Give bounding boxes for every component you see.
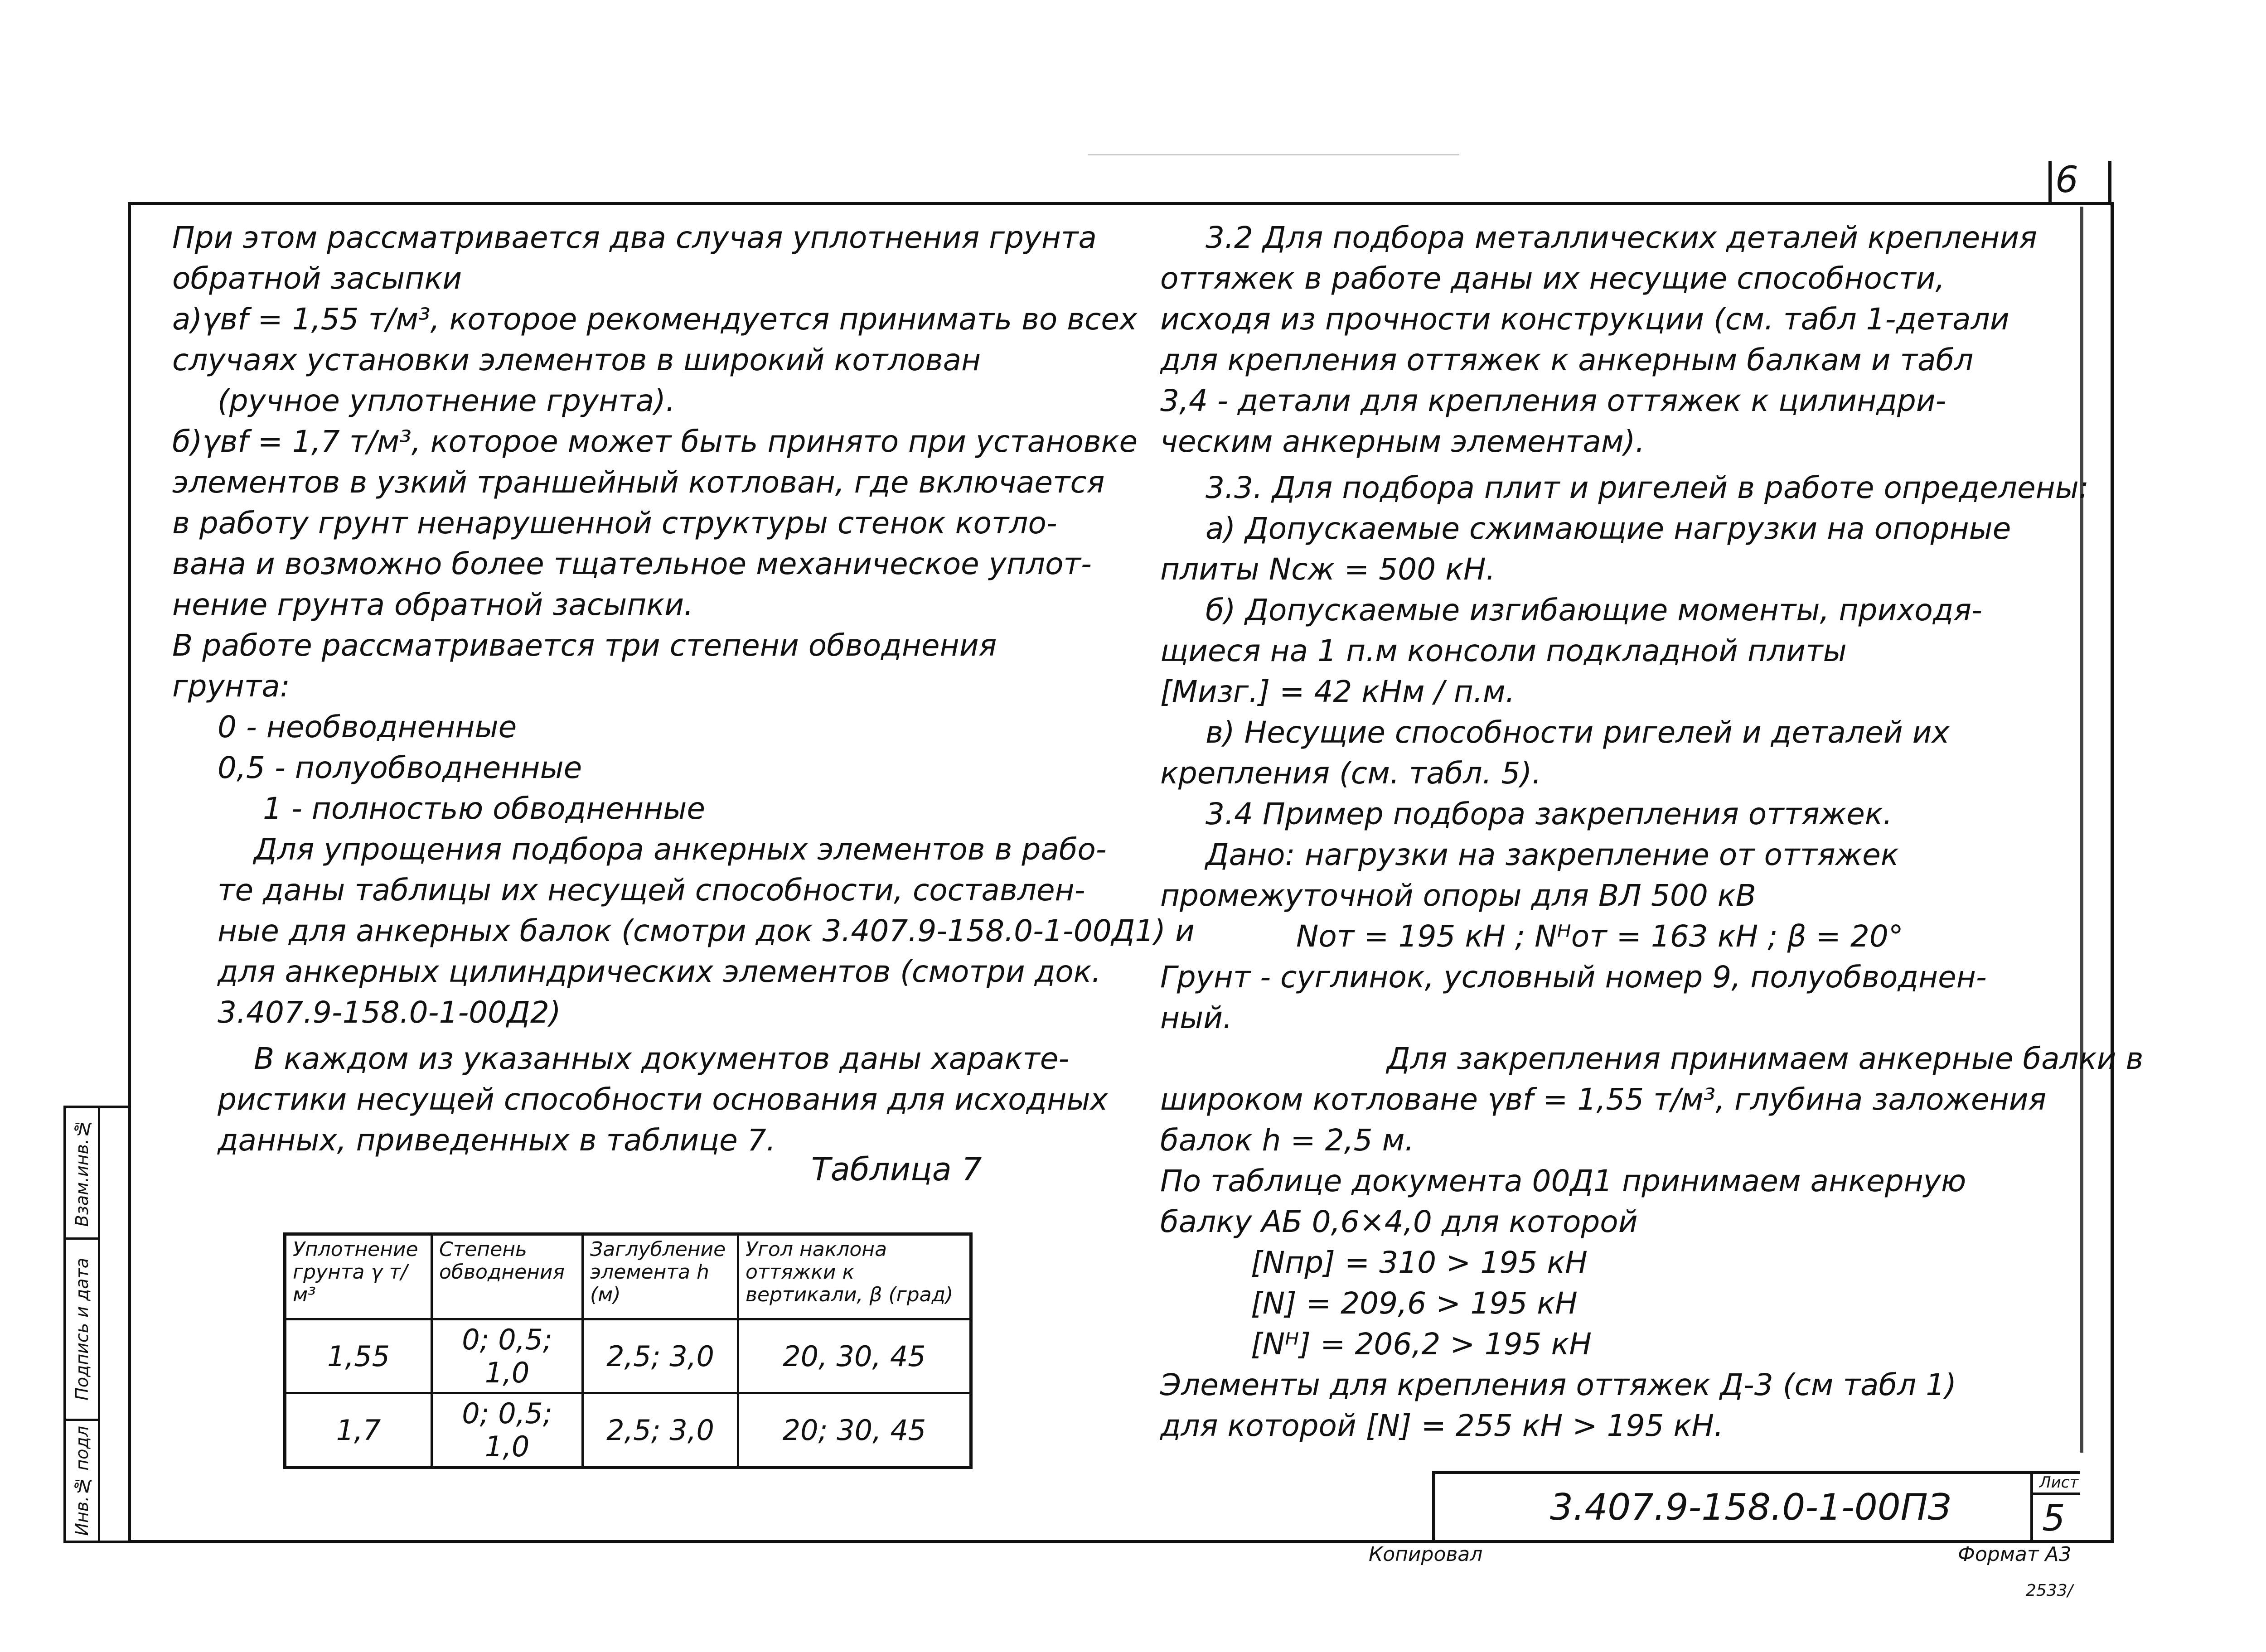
- text-line: В работе рассматривается три степени обводнения: [172, 628, 997, 663]
- text-line: те даны таблицы их несущей способности, составлен-: [218, 873, 1085, 908]
- text-line: [N] = 209,6 > 195 кН: [1251, 1286, 1578, 1321]
- frame-right-rule: [2080, 207, 2083, 1453]
- text-line: грунта:: [172, 669, 290, 704]
- page-number: 6: [2055, 159, 2078, 201]
- side-stamp: [63, 1106, 128, 1543]
- side-label-replace-inv: Взам.инв.№: [72, 1119, 92, 1227]
- text-line: 1 - полностью обводненные: [263, 791, 705, 826]
- format-label: Формат А3: [1958, 1543, 2072, 1566]
- table-cell: 2,5; 3,0: [583, 1319, 738, 1393]
- side-stamp-value-column: [98, 1108, 130, 1541]
- table-header-cell: Степень обводнения: [432, 1234, 583, 1319]
- text-line: в работу грунт ненарушенной структуры стенок котло-: [172, 506, 1057, 541]
- side-stamp-cell: [66, 1240, 98, 1421]
- text-line: балку АБ 0,6×4,0 для которой: [1160, 1204, 1638, 1239]
- text-line: При этом рассматривается два случая уплотнения грунта: [172, 220, 1097, 255]
- table-header-cell: Угол наклона оттяжки к вертикали, β (град): [738, 1234, 971, 1319]
- table-cell: 0; 0,5; 1,0: [432, 1319, 583, 1393]
- text-line: ристики несущей способности основания для исходных: [218, 1082, 1108, 1117]
- text-line: обратной засыпки: [172, 261, 462, 296]
- text-line: Дано: нагрузки на закрепление от оттяжек: [1206, 837, 1899, 872]
- text-line: Элементы для крепления оттяжек Д-3 (см табл 1): [1160, 1367, 1957, 1402]
- text-line: для крепления оттяжек к анкерным балкам и табл: [1160, 343, 1974, 377]
- text-line: данных, приведенных в таблице 7.: [218, 1123, 776, 1158]
- text-line: [Mизг.] = 42 кНм / п.м.: [1160, 674, 1515, 709]
- text-line: для анкерных цилиндрических элементов (смотри док.: [218, 954, 1101, 989]
- text-line: ный.: [1160, 1000, 1233, 1035]
- table-row: [285, 1319, 971, 1393]
- top-faint-line: [1088, 154, 1459, 155]
- table-cell: 2,5; 3,0: [583, 1393, 738, 1468]
- side-stamp-cell: [66, 1421, 98, 1541]
- text-line: б)γвf = 1,7 т/м³, которое может быть принято при установке: [172, 424, 1138, 459]
- text-line: плиты Nсж = 500 кН.: [1160, 552, 1496, 587]
- text-line: Для упрощения подбора анкерных элементов в рабо-: [254, 832, 1107, 867]
- text-line: [Nᴴ] = 206,2 > 195 кН: [1251, 1327, 1592, 1362]
- text-line: оттяжек в работе даны их несущие способности,: [1160, 261, 1945, 296]
- frame-top-stub-right: [2108, 161, 2111, 204]
- text-line: 0 - необводненные: [218, 710, 517, 744]
- text-line: 3.407.9-158.0-1-00Д2): [218, 995, 561, 1030]
- text-line: 3,4 - детали для крепления оттяжек к цилиндри-: [1160, 383, 1946, 418]
- sheet-number-box: [2030, 1471, 2080, 1543]
- table-7: [283, 1232, 973, 1469]
- table-header-cell: Уплотнение грунта γ т/м³: [285, 1234, 432, 1319]
- sheet-number: 5: [2042, 1497, 2065, 1539]
- table-cell: 1,7: [285, 1393, 432, 1468]
- text-line: Nот = 195 кН ; Nᴴот = 163 кН ; β = 20°: [1296, 919, 1903, 954]
- text-line: балок h = 2,5 м.: [1160, 1123, 1414, 1158]
- text-line: [Nпр] = 310 > 195 кН: [1251, 1245, 1588, 1280]
- side-stamp-label-column: [66, 1108, 100, 1541]
- text-line: Грунт - суглинок, условный номер 9, полуобводнен-: [1160, 960, 1987, 995]
- text-line: Для закрепления принимаем анкерные балки в: [1387, 1041, 2144, 1076]
- text-line: 3.4 Пример подбора закрепления оттяжек.: [1206, 797, 1893, 831]
- text-line: случаях установки элементов в широкий котлован: [172, 343, 981, 377]
- text-line: ные для анкерных балок (смотри док 3.407.9-158.0-1-00Д1) и: [218, 913, 1195, 948]
- text-line: вана и возможно более тщательное механическое уплот-: [172, 546, 1092, 581]
- text-line: для которой [N] = 255 кН > 195 кН.: [1160, 1408, 1724, 1443]
- side-label-signature-date: Подпись и дата: [72, 1258, 92, 1401]
- table-header-cell: Заглубление элемента h (м): [583, 1234, 738, 1319]
- sheet-box-divider: [2033, 1493, 2080, 1495]
- right-text-column: [1160, 217, 2144, 1446]
- text-line: В каждом из указанных документов даны характе-: [254, 1041, 1070, 1076]
- text-line: ческим анкерным элементам).: [1160, 424, 1645, 459]
- text-line: а) Допускаемые сжимающие нагрузки на опорные: [1206, 511, 2011, 546]
- frame-top-stub-left: [2048, 161, 2052, 204]
- text-line: широком котловане γвf = 1,55 т/м³, глубина заложения: [1160, 1082, 2047, 1117]
- text-line: 3.2 Для подбора металлических деталей крепления: [1206, 220, 2038, 255]
- side-label-inv-original: Инв.№ подл: [72, 1425, 92, 1536]
- text-line: 0,5 - полуобводненные: [218, 750, 582, 785]
- table-header-row: [285, 1234, 971, 1319]
- text-line: промежуточной опоры для ВЛ 500 кВ: [1160, 878, 1756, 913]
- text-line: исходя из прочности конструкции (см. табл 1-детали: [1160, 302, 2009, 337]
- text-line: крепления (см. табл. 5).: [1160, 756, 1542, 791]
- sheet-label: Лист: [2039, 1473, 2079, 1492]
- table-cell: 1,55: [285, 1319, 432, 1393]
- table-cell: 0; 0,5; 1,0: [432, 1393, 583, 1468]
- text-line: 3.3. Для подбора плит и ригелей в работе определены:: [1206, 470, 2089, 505]
- text-line: щиеся на 1 п.м консоли подкладной плиты: [1160, 633, 1847, 668]
- side-stamp-cell: [66, 1108, 98, 1240]
- text-line: нение грунта обратной засыпки.: [172, 587, 694, 622]
- table-cell: 20; 30, 45: [738, 1393, 971, 1468]
- text-line: элементов в узкий траншейный котлован, где включается: [172, 465, 1105, 500]
- left-text-column: [172, 217, 1195, 1161]
- text-line: в) Несущие способности ригелей и деталей их: [1206, 715, 1950, 750]
- table-cell: 20, 30, 45: [738, 1319, 971, 1393]
- text-line: б) Допускаемые изгибающие моменты, приходя-: [1206, 593, 1982, 628]
- text-line: а)γвf = 1,55 т/м³, которое рекомендуется принимать во всех: [172, 302, 1138, 337]
- copied-by-label: Копировал: [1369, 1543, 1483, 1566]
- text-line: По таблице документа 00Д1 принимаем анкерную: [1160, 1164, 1966, 1198]
- table-row: [285, 1393, 971, 1468]
- text-line: (ручное уплотнение грунта).: [218, 383, 675, 418]
- table-caption: Таблица 7: [811, 1151, 982, 1188]
- archive-id: 2533/: [2026, 1581, 2073, 1600]
- document-code: 3.407.9-158.0-1-00ПЗ: [1550, 1486, 1951, 1528]
